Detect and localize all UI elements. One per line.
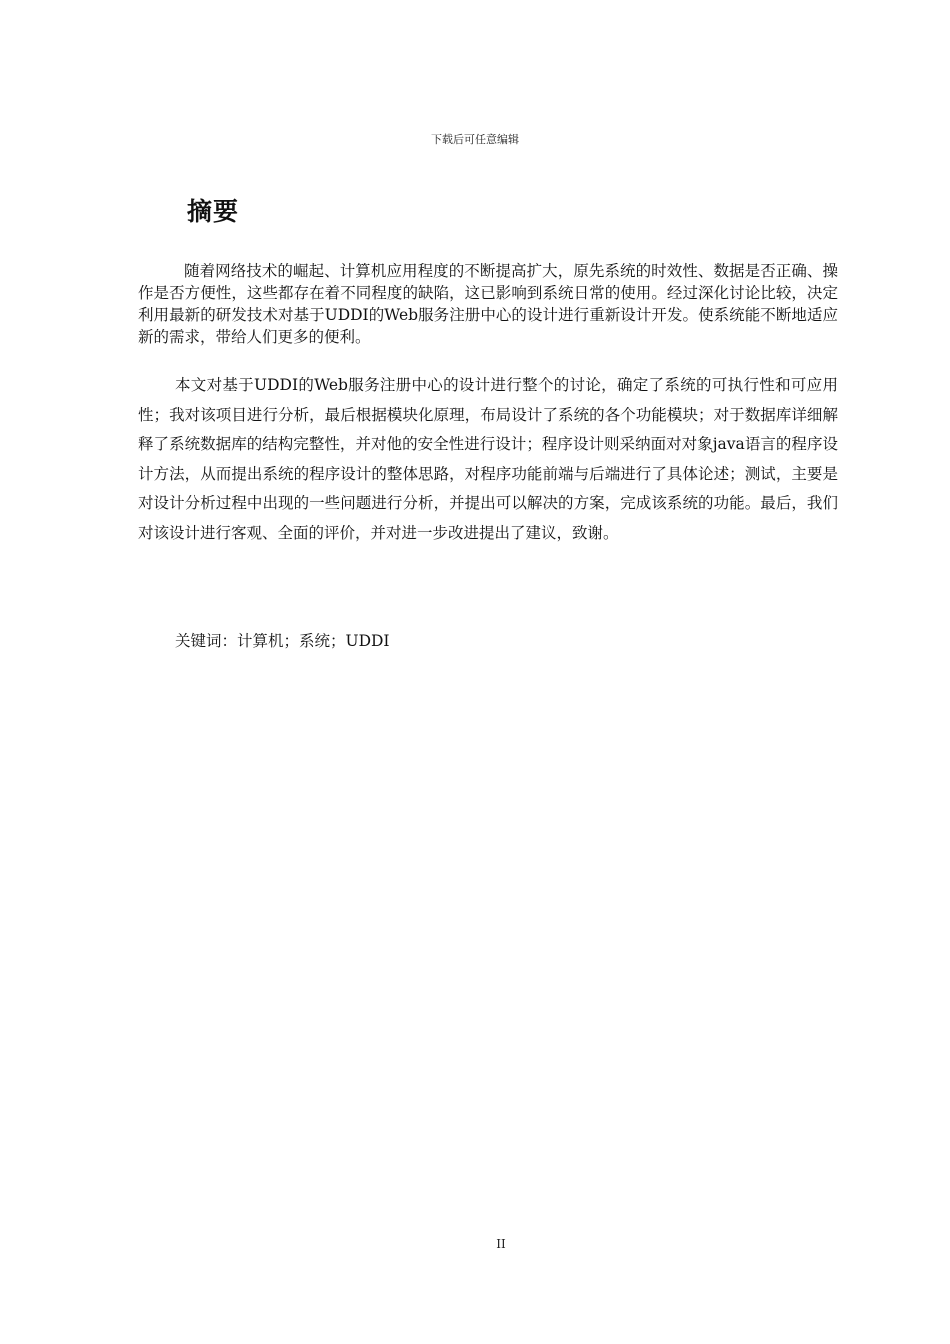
page-header-note: 下载后可任意编辑	[431, 133, 519, 146]
page-number: II	[496, 1237, 506, 1251]
keywords-line: 关键词：计算机；系统；UDDI	[175, 632, 390, 650]
abstract-paragraph-2: 本文对基于UDDI的Web服务注册中心的设计进行整个的讨论，确定了系统的可执行性和可应用性；我对该项目进行分析，最后根据模块化原理，布局设计了系统的各个功能模块；对于数据库详细解释了系统数据库的结构完整性，并对他的安全性进行设计；程序设计则采纳面对对象java语言的程序设计方法，从而提出系统的程序设计的整体思路，对程序功能前端与后端进行了具体论述；测试，主要是对设计分析过程中出现的一些问题进行分析，并提出可以解决的方案，完成该系统的功能。最后，我们对该设计进行客观、全面的评价，并对进一步改进提出了建议，致谢。	[138, 376, 838, 542]
abstract-paragraph-1: 随着网络技术的崛起、计算机应用程度的不断提高扩大，原先系统的时效性、数据是否正确、操作是否方便性，这些都存在着不同程度的缺陷，这已影响到系统日常的使用。经过深化讨论比较，决定利用最新的研发技术对基于UDDI的Web服务注册中心的设计进行重新设计开发。使系统能不断地适应新的需求，带给人们更多的便利。	[138, 262, 838, 346]
abstract-heading: 摘要	[187, 197, 240, 226]
